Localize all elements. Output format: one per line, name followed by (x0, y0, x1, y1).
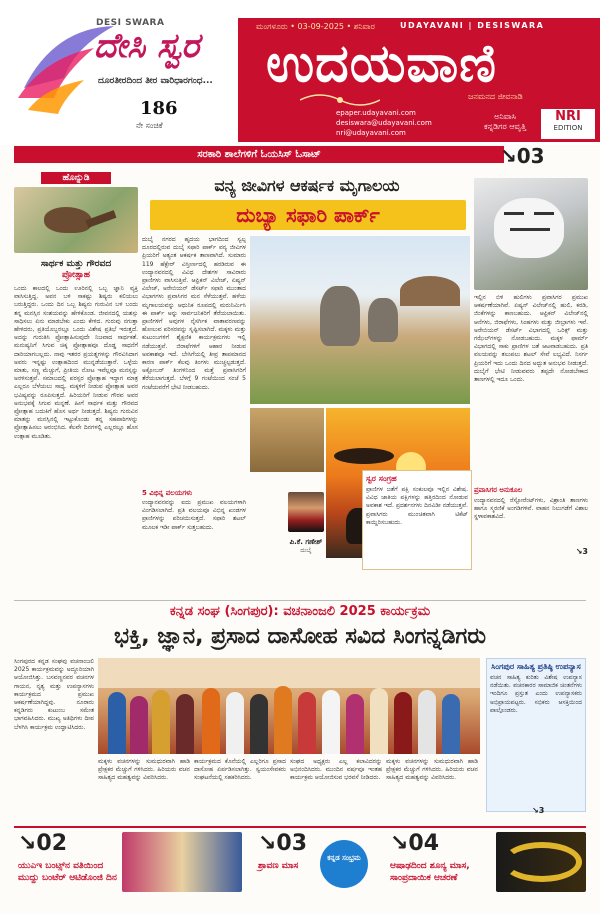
nri-email[interactable]: nri@udayavani.com (336, 129, 406, 137)
feature-subhead-3: ಪ್ರವಾಸಿಗರ ಅನುಕೂಲ (474, 486, 523, 494)
story2-side-box (486, 658, 586, 812)
author-place: ದುಬೈ (300, 547, 312, 554)
strip-page-ref[interactable]: ↘03 (500, 144, 545, 168)
bird-photo (14, 187, 138, 253)
feature-body-1b: ಉದ್ಯಾನವನವನ್ನು ಐದು ಪ್ರಮುಖ ವಲಯಗಳಾಗಿ ವಿಂಗಡಿಸಲಾಗಿದೆ. ಪ್ರತಿ ವಲಯವೂ ವಿಭಿನ್ನ ಖಂಡಗಳ ಪ್ರಾಣಿಗಳನ್ನು ಪರಿಚಯಿಸುತ್ತದೆ. ಸಫಾರಿ ಶಟಲ್ ಮೂಲಕ ಇಡೀ ಪಾರ್ಕ್ ಸುತ್ತಬಹುದು. (142, 499, 246, 531)
column-body: ಒಂದು ಕಾಲದಲ್ಲಿ ಒಂದು ಊರಿನಲ್ಲಿ ಒಬ್ಬ ಜ್ಞಾನಿ ವ್ಯಕ್ತಿ ವಾಸಿಸುತ್ತಿದ್ದ. ಅವನ ಬಳಿ ಸಾಕಷ್ಟು ಶಿಷ್ಯರು ಕಲಿಯಲು ಬರುತ್ತಿದ್ದರು. ಒಂದು ದಿನ ಒಬ್ಬ ಶಿಷ್ಯನು ಗುರುವಿನ ಬಳಿ ಬಂದು ತನ್ನ ಮನಸ್ಸಿನ ಸಂಶಯವನ್ನು ಹೇಳಿಕೊಂಡ. ಜೀವನದಲ್ಲಿ ಯಶಸ್ಸು ಸಾಧಿಸಲು ಏನು ಮಾಡಬೇಕು ಎಂದು ಕೇಳಿದ. ಗುರುವು ನಗುತ್ತಾ ಹೇಳಿದರು, ಪ್ರತಿಯೊಬ್ಬರಲ್ಲೂ ಒಂದು ವಿಶೇಷ ಪ್ರತಿಭೆ ಇರುತ್ತದೆ. ಅದನ್ನು ಗುರುತಿಸಿ ಪ್ರೋತ್ಸಾಹಿಸುವುದೇ ನಿಜವಾದ ಸಾರ್ಥಕತೆ. ಮನುಷ್ಯನಿಗೆ ಸಿಗುವ ಚಿಕ್ಕ ಪ್ರೋತ್ಸಾಹವೂ ದೊಡ್ಡ ಸಾಧನೆಗೆ ದಾರಿಯಾಗಬಲ್ಲದು. ನಾವು ಇತರರ ಪ್ರಯತ್ನಗಳನ್ನು ಗೌರವಿಸಿದಾಗ ಅವರು ಇನ್ನಷ್ಟು ಉತ್ಸಾಹದಿಂದ ಮುನ್ನಡೆಯುತ್ತಾರೆ. ಒಳ್ಳೆಯ ಮಾತು, ಸಣ್ಣ ಮೆಚ್ಚುಗೆ, ಪ್ರೀತಿಯ ನೋಟ ಇವೆಲ್ಲವೂ ಮನಸ್ಸನ್ನು ಅರಳಿಸುತ್ತವೆ. ಸಮಾಜದಲ್ಲಿ ಪರಸ್ಪರ ಪ್ರೋತ್ಸಾಹ ಇದ್ದಾಗ ಮಾತ್ರ ಎಲ್ಲರೂ ಬೆಳೆಯಲು ಸಾಧ್ಯ. ಮಕ್ಕಳಿಗೆ ನೀಡುವ ಪ್ರೋತ್ಸಾಹ ಅವರ ಭವಿಷ್ಯವನ್ನು ರೂಪಿಸುತ್ತದೆ. ಹಿರಿಯರಿಗೆ ನೀಡುವ ಗೌರವ ಅವರ ಅನುಭವಕ್ಕೆ ಸಿಗುವ ಮನ್ನಣೆ. ಹೀಗೆ ಸಾರ್ಥಕ ಮತ್ತು ಗೌರವದ ಪ್ರೋತ್ಸಾಹ ಬದುಕಿಗೆ ಹೊಸ ಅರ್ಥ ನೀಡುತ್ತದೆ. ಶಿಷ್ಯನು ಗುರುವಿನ ಮಾತನ್ನು ಮನಸ್ಸಿನಲ್ಲಿ ಇಟ್ಟುಕೊಂಡು ತನ್ನ ಸಹಪಾಠಿಗಳನ್ನು ಪ್ರೋತ್ಸಾಹಿಸಲು ಆರಂಭಿಸಿದ. ಕೆಲವೇ ದಿನಗಳಲ್ಲಿ ಎಲ್ಲರಲ್ಲೂ ಹೊಸ ಉತ್ಸಾಹ ಮೂಡಿತು. (14, 285, 138, 440)
white-tiger-photo (474, 178, 588, 290)
person (346, 694, 364, 754)
issue-label: ನೇ ಸಂಚಿಕೆ (136, 121, 163, 130)
side-box-body: ಪ್ರಾಣಿಗಳ ಜತೆಗೆ ಪಕ್ಷಿ ಸಂಕುಲವೂ ಇಲ್ಲಿನ ವಿಶೇಷ. ವಿವಿಧ ಜಾತಿಯ ಪಕ್ಷಿಗಳನ್ನು ಹತ್ತಿರದಿಂದ ನೋಡುವ ಅವಕಾಶ ಇದೆ. ಪ್ರದರ್ಶನಗಳು ದಿನವಿಡೀ ನಡೆಯುತ್ತವೆ. ಪ್ರವಾಸಿಗರು ಮುಂಚಿತವಾಗಿ ಟಿಕೆಟ್ ಕಾಯ್ದಿರಿಸಬಹುದು. (366, 486, 468, 526)
supplement-title: ದೇಸಿ ಸ್ವರ (94, 26, 200, 66)
teaser-bar (14, 826, 586, 902)
teaser-3-number: ↘04 (390, 831, 440, 856)
person (370, 688, 388, 754)
left-column (14, 172, 138, 580)
author-photo (288, 492, 324, 532)
tiger-stripe (504, 212, 524, 215)
stage-backdrop (98, 658, 480, 688)
person (442, 694, 460, 754)
paper-title: ಉದಯವಾಣಿ (266, 34, 497, 94)
epaper-link[interactable]: epaper.udayavani.com (336, 109, 416, 117)
column-subheadline: ಪ್ರೋತ್ಸಾಹ (61, 270, 91, 280)
teaser-1-number: ↘02 (18, 831, 68, 856)
supplement-label: DESI SWARA (96, 18, 165, 28)
teaser-1[interactable] (18, 832, 118, 902)
person (130, 696, 148, 754)
feature-body-1: ದುಬೈ ನಗರದ ಹೃದಯ ಭಾಗದಿಂದ ಸ್ವಲ್ಪ ದೂರದಲ್ಲಿರುವ ದುಬೈ ಸಫಾರಿ ಪಾರ್ಕ್ ವನ್ಯ ಜೀವಿಗಳ ಪ್ರಿಯರಿಗೆ ಅತ್ಯಂತ ಆಕರ್ಷಕ ತಾಣವಾಗಿದೆ. ಸುಮಾರು 119 ಹೆಕ್ಟೇರ್ ವಿಸ್ತೀರ್ಣದಲ್ಲಿ ಹರಡಿರುವ ಈ ಉದ್ಯಾನವನದಲ್ಲಿ ವಿವಿಧ ದೇಶಗಳ ಸಾವಿರಾರು ಪ್ರಾಣಿಗಳು ವಾಸಿಸುತ್ತಿವೆ. ಆಫ್ರಿಕನ್ ವಿಲೇಜ್, ಏಷ್ಯನ್ ವಿಲೇಜ್, ಅರೇಬಿಯನ್ ಡೆಸರ್ಟ್ ಸಫಾರಿ ಮುಂತಾದ ವಿಭಾಗಗಳು ಪ್ರವಾಸಿಗರ ಮನ ಸೆಳೆಯುತ್ತವೆ. ಹಳೆಯ ಮೃಗಾಲಯವನ್ನು ಆಧುನಿಕ ರೂಪದಲ್ಲಿ ಮರುನಿರ್ಮಿಸಿ ಈ ಪಾರ್ಕ್ ಅನ್ನು ಸಾರ್ವಜನಿಕರಿಗೆ ತೆರೆಯಲಾಯಿತು. ಪ್ರಾಣಿಗಳಿಗೆ ಅವುಗಳ ನೈಸರ್ಗಿಕ ವಾತಾವರಣವನ್ನು ಹೋಲುವ ಪರಿಸರವನ್ನು ಸೃಷ್ಟಿಸಲಾಗಿದೆ. ಮಕ್ಕಳು ಮತ್ತು ಕುಟುಂಬಗಳಿಗೆ ಶೈಕ್ಷಣಿಕ ಕಾರ್ಯಕ್ರಮಗಳು ಇಲ್ಲಿ ನಡೆಯುತ್ತವೆ. ಜಿರಾಫೆಗಳಿಗೆ ಆಹಾರ ನೀಡುವ ಅವಕಾಶವೂ ಇದೆ. ಬೇಸಿಗೆಯಲ್ಲಿ ತೀವ್ರ ತಾಪಮಾನದ ಕಾರಣ ಪಾರ್ಕ್ ಕೆಲವು ತಿಂಗಳು ಮುಚ್ಚಲ್ಪಡುತ್ತದೆ. ಅಕ್ಟೋಬರ್ ತಿಂಗಳಿನಿಂದ ಮತ್ತೆ ಪ್ರವಾಸಿಗರಿಗೆ ತೆರೆಯಲಾಗುತ್ತದೆ. ಬೆಳಗ್ಗೆ 9 ಗಂಟೆಯಿಂದ ಸಂಜೆ 5 ಗಂಟೆಯವರೆಗೆ ಭೇಟಿ ನೀಡಬಹುದು. (142, 236, 246, 391)
person (152, 690, 170, 754)
feature-column-1 (142, 236, 246, 560)
teaser-3-text: ಆಷಾಢದಿಂದ ಶೂನ್ಯ ಮಾಸ, ಸಾಂಪ್ರದಾಯಿಕ ಆಚರಣೆ (390, 861, 470, 883)
oryx-photo (250, 408, 324, 472)
story2-body-1: ಸಿಂಗಪುರದ ಕನ್ನಡ ಸಂಘವು ವಚನಾಂಜಲಿ 2025 ಕಾರ್ಯಕ್ರಮವನ್ನು ಅದ್ದೂರಿಯಾಗಿ ಆಯೋಜಿಸಿತ್ತು. ಬಸವಣ್ಣನವರ ವಚನಗಳ ಗಾಯನ, ನೃತ್ಯ ಮತ್ತು ಉಪನ್ಯಾಸಗಳು ಕಾರ್ಯಕ್ರಮದ ಪ್ರಮುಖ ಆಕರ್ಷಣೆಯಾಗಿದ್ದವು. ನೂರಾರು ಕನ್ನಡಿಗರು ಕುಟುಂಬ ಸಮೇತ ಭಾಗವಹಿಸಿದರು. ಮುಖ್ಯ ಅತಿಥಿಗಳು ದೀಪ ಬೆಳಗಿಸಿ ಕಾರ್ಯಕ್ರಮ ಉದ್ಘಾಟಿಸಿದರು. (14, 658, 94, 731)
section-divider (14, 600, 586, 601)
elephant (320, 286, 360, 346)
person (226, 692, 244, 754)
dateline: ಮಂಗಳೂರು • 03-09-2025 • ಶನಿವಾರ (256, 22, 375, 31)
feature-kicker: ವನ್ಯ ಜೀವಿಗಳ ಆಕರ್ಷಕ ಮೃಗಾಲಯ (214, 176, 400, 195)
ornament-icon (300, 90, 380, 110)
story2-kicker: ಕನ್ನಡ ಸಂಘ (ಸಿಂಗಪುರ): ವಚನಾಂಜಲಿ 2025 ಕಾರ್ಯಕ್ರಮ (169, 604, 431, 619)
story2-side-heading: ಸಿಂಗಪುರ ಸಾಹಿತ್ಯ ಪ್ರತಿಷ್ಠಿ ಉಪನ್ಯಾಸ (491, 662, 581, 671)
tiger-stripe (534, 212, 554, 215)
desiswara-email[interactable]: desiswara@udayavani.com (336, 119, 432, 127)
story2-title: ಭಕ್ತಿ, ಜ್ಞಾನ, ಪ್ರಸಾದ ದಾಸೋಹ ಸವಿದ ಸಿಂಗನ್ನಡಿಗರು (114, 624, 486, 649)
column-label: ಹೊನ್ನುಡಿ (41, 172, 111, 184)
nri-line-2: ಕನ್ನಡಿಗರ ಆವೃತ್ತಿ (484, 122, 527, 131)
side-box-heading: ಸ್ವರ ಸಂಗ್ರಹ (366, 474, 397, 483)
hut-roof (400, 276, 460, 306)
nri-edition-b: EDITION (553, 124, 583, 132)
teaser-2-text: ಶ್ರಾವಣ ಮಾಸ (258, 861, 299, 871)
feature-story (142, 172, 588, 592)
feature-subhead-1: 5 ವಿಭಿನ್ನ ವಲಯಗಳು (142, 489, 193, 497)
person (322, 690, 340, 754)
paper-tagline: ಜನಮನದ ಜೀವನಾಡಿ (468, 92, 523, 101)
person (394, 692, 412, 754)
person (108, 692, 126, 754)
teaser-2-badge[interactable] (320, 840, 368, 888)
person (176, 694, 194, 754)
story2-side-body: ವಚನ ಸಾಹಿತ್ಯ ಕುರಿತು ವಿಶೇಷ ಉಪನ್ಯಾಸ ನಡೆಯಿತು. ವಚನಕಾರರ ಸಾಮಾಜಿಕ ಚಿಂತನೆಗಳು ಇಂದಿಗೂ ಪ್ರಸ್ತುತ ಎಂದು ಉಪನ್ಯಾಸಕರು ಅಭಿಪ್ರಾಯಪಟ್ಟರು. ಸಭಿಕರು ಆಸಕ್ತಿಯಿಂದ ಪಾಲ್ಗೊಂಡರು. (490, 674, 582, 714)
author-box (254, 472, 358, 558)
story2-body-3: ಕಾರ್ಯಕ್ರಮದ ಕೊನೆಯಲ್ಲಿ ಎಲ್ಲರಿಗೂ ಪ್ರಸಾದ ದಾಸೋಹ ಏರ್ಪಡಿಸಲಾಗಿತ್ತು. ಸ್ವಯಂಸೇವಕರು ಸಂಘಟನೆಯಲ್ಲಿ ಸಹಕರಿಸಿದರು. (194, 758, 286, 782)
teaser-1-text: ಯುಎಇ ಬಂಟ್ಸ್‌ನ ವತಿಯಿಂದ ಮುದ್ದು ಬಂಟೆರ್ ಆಟಿಡೊಂಜಿ ದಿನ (18, 861, 117, 883)
section-strip[interactable]: ಸರಕಾರಿ ಶಾಲೆಗಳಿಗೆ ಓಯಸಿಸ್ ಓಸಾಟ್ (14, 146, 504, 163)
column-headline: ಸಾರ್ಥಕ ಮತ್ತು ಗೌರವದ (40, 259, 112, 269)
event-group-photo (98, 658, 480, 754)
feature-page-ref[interactable]: ↘3 (575, 547, 588, 556)
tiger-stripe (510, 228, 550, 231)
person (274, 686, 292, 754)
feature-body-3b: ಉದ್ಯಾನವನದಲ್ಲಿ ರೆಸ್ಟೋರೆಂಟ್‌ಗಳು, ವಿಶ್ರಾಂತಿ ತಾಣಗಳು ಹಾಗೂ ಸ್ಮರಣಿಕೆ ಅಂಗಡಿಗಳಿವೆ. ವಾಹನ ನಿಲುಗಡೆಗೆ ವಿಶಾಲ ಸ್ಥಳಾವಕಾಶವಿದೆ. (474, 497, 588, 521)
bird-tail (86, 210, 117, 228)
person (202, 688, 220, 754)
person (418, 690, 436, 754)
story2-body-5: ಮಕ್ಕಳು ವಚನಗಳನ್ನು ಸುಮಧುರವಾಗಿ ಹಾಡಿ ಪ್ರೇಕ್ಷಕರ ಮೆಚ್ಚುಗೆ ಗಳಿಸಿದರು. ಹಿರಿಯರು ವಚನ ಸಾಹಿತ್ಯದ ಮಹತ್ವವನ್ನು ವಿವರಿಸಿದರು. (386, 758, 478, 782)
masthead (0, 0, 600, 145)
nri-edition-a: NRI (555, 109, 581, 124)
teaser-2-number: ↘03 (258, 831, 308, 856)
teaser-2-badge-text: ಕನ್ನಡ ಸಂಭ್ರಮ (327, 854, 361, 862)
elephant-enclosure-photo (250, 236, 470, 404)
feature-title: ದುಬ್ಯಾ ಸಫಾರಿ ಪಾರ್ಕ್ (150, 200, 466, 230)
elephant (368, 298, 398, 342)
contact-list (336, 108, 432, 138)
teaser-3-photo[interactable] (496, 832, 586, 892)
brand-line: UDAYAVANI | DESISWARA (400, 21, 545, 30)
feature-body-3: ಇಲ್ಲಿನ ಬಿಳಿ ಹುಲಿಗಳು ಪ್ರವಾಸಿಗರ ಪ್ರಮುಖ ಆಕರ್ಷಣೆಯಾಗಿವೆ. ಏಷ್ಯನ್ ವಿಲೇಜ್‌ನಲ್ಲಿ ಹುಲಿ, ಕರಡಿ, ಜಿಂಕೆಗಳನ್ನು ಕಾಣಬಹುದು. ಆಫ್ರಿಕನ್ ವಿಲೇಜ್‌ನಲ್ಲಿ ಆನೆಗಳು, ಜಿರಾಫೆಗಳು, ಸಿಂಹಗಳು ಮತ್ತು ಜೀಬ್ರಾಗಳು ಇವೆ. ಅರೇಬಿಯನ್ ಡೆಸರ್ಟ್ ವಿಭಾಗದಲ್ಲಿ ಒರಿಕ್ಸ್ ಮತ್ತು ಗಝೆಲ್‌ಗಳನ್ನು ನೋಡಬಹುದು. ಮಕ್ಕಳ ಫಾರ್ಮ್ ವಿಭಾಗದಲ್ಲಿ ಸಾಕು ಪ್ರಾಣಿಗಳ ಜತೆ ಆಟವಾಡಬಹುದು. ಪ್ರತಿ ವಲಯವನ್ನು ತಲುಪಲು ಶಟಲ್ ಸೇವೆ ಲಭ್ಯವಿದೆ. ನಿಸರ್ಗ ಪ್ರಿಯರಿಗೆ ಇದು ಒಂದು ದಿನದ ಅದ್ಭುತ ಅನುಭವ ನೀಡುತ್ತದೆ. ದುಬೈಗೆ ಭೇಟಿ ನೀಡುವವರು ತಪ್ಪದೇ ನೋಡಬೇಕಾದ ತಾಣಗಳಲ್ಲಿ ಇದೂ ಒಂದು. (474, 294, 588, 384)
teaser-3[interactable] (390, 832, 500, 902)
nri-edition-badge (540, 108, 596, 140)
nri-line-1: ಅನಿವಾಸಿ (494, 112, 516, 121)
person (250, 694, 268, 754)
author-name: ಪಿ.ಕೆ. ಗಣೇಶ್ (289, 538, 323, 546)
nri-tag (484, 112, 526, 132)
teaser-2[interactable] (258, 832, 318, 902)
feature-side-box (362, 470, 472, 570)
feature-column-3 (474, 294, 588, 564)
story2-page-ref[interactable]: ↘3 (532, 806, 545, 815)
story2-body-4: ಸಂಘದ ಅಧ್ಯಕ್ಷರು ಎಲ್ಲ ಕಲಾವಿದರನ್ನು ಅಭಿನಂದಿಸಿದರು. ಮುಂದಿನ ವರ್ಷವೂ ಇಂತಹ ಕಾರ್ಯಕ್ರಮ ಆಯೋಜಿಸುವ ಭರವಸೆ ನೀಡಿದರು. (290, 758, 382, 782)
serpent-idol-icon (502, 842, 582, 882)
issue-number: 186 (140, 98, 178, 119)
story2-body-2: ಮಕ್ಕಳು ವಚನಗಳನ್ನು ಸುಮಧುರವಾಗಿ ಹಾಡಿ ಪ್ರೇಕ್ಷಕರ ಮೆಚ್ಚುಗೆ ಗಳಿಸಿದರು. ಹಿರಿಯರು ವಚನ ಸಾಹಿತ್ಯದ ಮಹತ್ವವನ್ನು ವಿವರಿಸಿದರು. (98, 758, 190, 782)
teaser-1-photo[interactable] (122, 832, 242, 892)
acacia-tree (334, 448, 394, 464)
person (298, 692, 316, 754)
supplement-tagline: ದೂರತೀರದಿಂದ ತೀರ ವಾರಿಧಾರಗಂಧ... (98, 76, 213, 86)
